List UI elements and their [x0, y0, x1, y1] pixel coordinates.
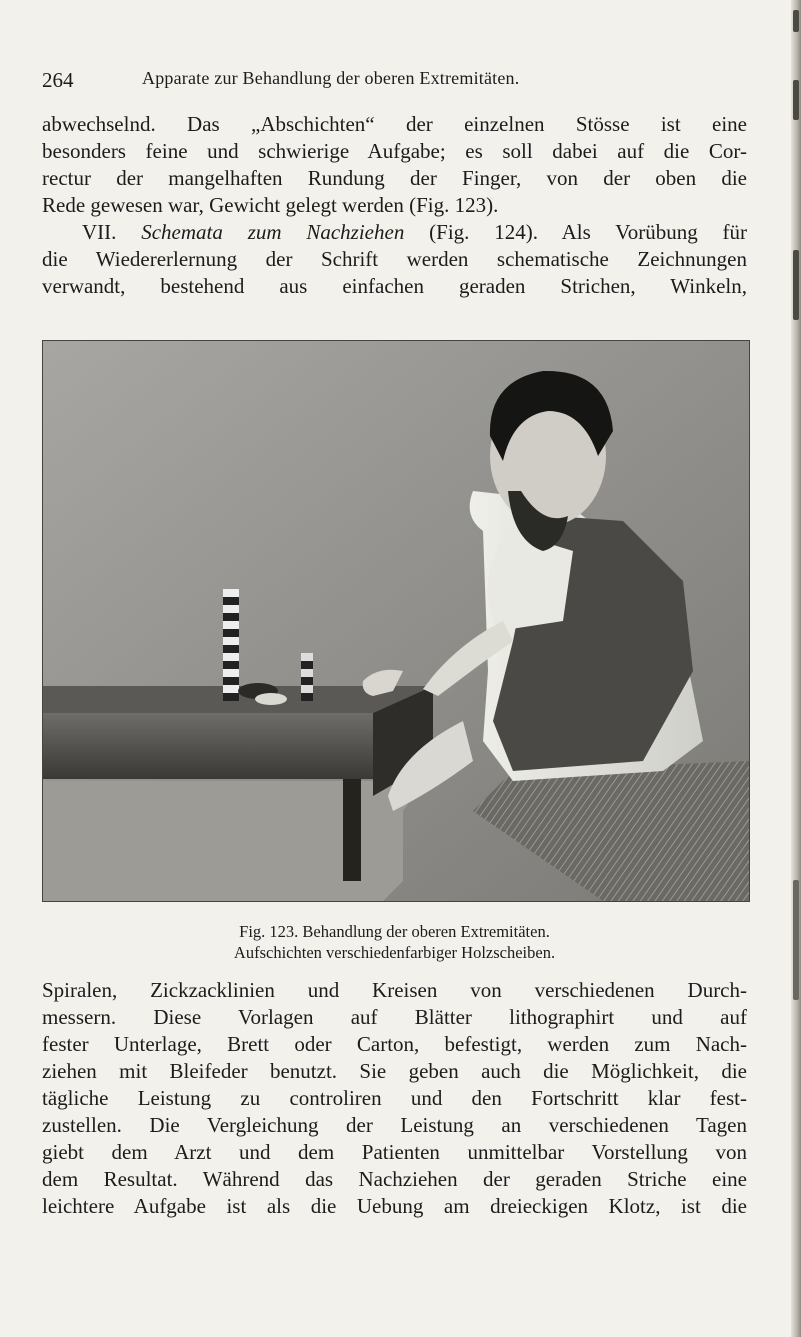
wooden-disc — [223, 597, 239, 605]
text-line: Spiralen, Zickzacklinien und Kreisen von verschiedenen Durch- — [42, 978, 747, 1002]
text-line: ziehen mit Bleifeder benutzt. Sie geben auch die Möglichkeit, die — [42, 1059, 747, 1083]
running-head: Apparate zur Behandlung der oberen Extremitäten. — [142, 68, 520, 88]
wooden-disc — [223, 661, 239, 669]
page-edge-shadow — [791, 0, 801, 1337]
wooden-disc — [223, 645, 239, 653]
wooden-disc — [223, 605, 239, 613]
text-line: leichtere Aufgabe ist als die Uebung am dreieckigen Klotz, ist die — [42, 1194, 747, 1218]
wooden-disc — [223, 637, 239, 645]
text-line: abwechselnd. Das „Abschichten“ der einzelnen Stösse ist eine — [42, 112, 747, 136]
wooden-disc — [301, 693, 313, 701]
section-heading: Schemata zum Nachziehen — [141, 220, 405, 244]
text-line-rest: (Fig. 124). Als Vorübung für — [429, 220, 748, 244]
figure-photograph — [42, 340, 750, 902]
photo-illustration — [43, 341, 749, 901]
wooden-disc — [301, 661, 313, 669]
paragraph-3 — [42, 977, 747, 1220]
text-line: dem Resultat. Während das Nachziehen der geraden Striche eine — [42, 1167, 747, 1191]
text-line: tägliche Leistung zu controliren und den Fortschritt klar fest- — [42, 1086, 747, 1110]
section-heading-line — [42, 219, 747, 246]
table-front — [43, 713, 373, 779]
text-line: verwandt, bestehend aus einfachen geraden Strichen, Winkeln, — [42, 274, 747, 298]
page-number: 264 — [42, 68, 74, 92]
edge-mark — [793, 880, 799, 1000]
wooden-disc — [301, 677, 313, 685]
wooden-disc — [301, 685, 313, 693]
wooden-disc — [223, 621, 239, 629]
section-numeral: VII. — [82, 220, 117, 244]
text-line: besonders feine und schwierige Aufgabe; es soll dabei auf die Cor- — [42, 139, 747, 163]
floor — [43, 781, 423, 901]
page-header — [42, 68, 742, 94]
loose-discs — [255, 693, 287, 705]
edge-mark — [793, 80, 799, 120]
paragraph-1 — [42, 111, 747, 219]
text-line: fester Unterlage, Brett oder Carton, befestigt, werden zum Nach- — [42, 1032, 747, 1056]
text-line: Rede gewesen war, Gewicht gelegt werden (Fig. 123). — [42, 193, 499, 217]
caption-description: Aufschichten verschiedenfarbiger Holzscheiben. — [233, 943, 556, 962]
text-line: rectur der mangelhaften Rundung der Finger, von der oben die — [42, 166, 747, 190]
wooden-disc — [301, 669, 313, 677]
wooden-disc — [223, 669, 239, 677]
figure-caption — [42, 921, 747, 963]
wooden-disc — [223, 613, 239, 621]
wooden-disc — [223, 653, 239, 661]
wooden-disc — [223, 677, 239, 685]
text-line: zustellen. Die Vergleichung der Leistung an verschiedenen Tagen — [42, 1113, 747, 1137]
wooden-disc — [223, 589, 239, 597]
wooden-disc — [223, 685, 239, 693]
edge-mark — [793, 10, 799, 32]
wooden-disc — [223, 693, 239, 701]
table-leg — [343, 779, 361, 881]
wooden-disc — [301, 653, 313, 661]
edge-mark — [793, 250, 799, 320]
text-line: messern. Diese Vorlagen auf Blätter lithographirt und auf — [42, 1005, 747, 1029]
wooden-disc — [223, 629, 239, 637]
paragraph-2 — [42, 219, 747, 300]
text-line: die Wiedererlernung der Schrift werden schematische Zeichnungen — [42, 247, 747, 271]
text-line: giebt dem Arzt und dem Patienten unmittelbar Vorstellung von — [42, 1140, 747, 1164]
caption-title: Fig. 123. Behandlung der oberen Extremitäten. — [239, 922, 550, 941]
